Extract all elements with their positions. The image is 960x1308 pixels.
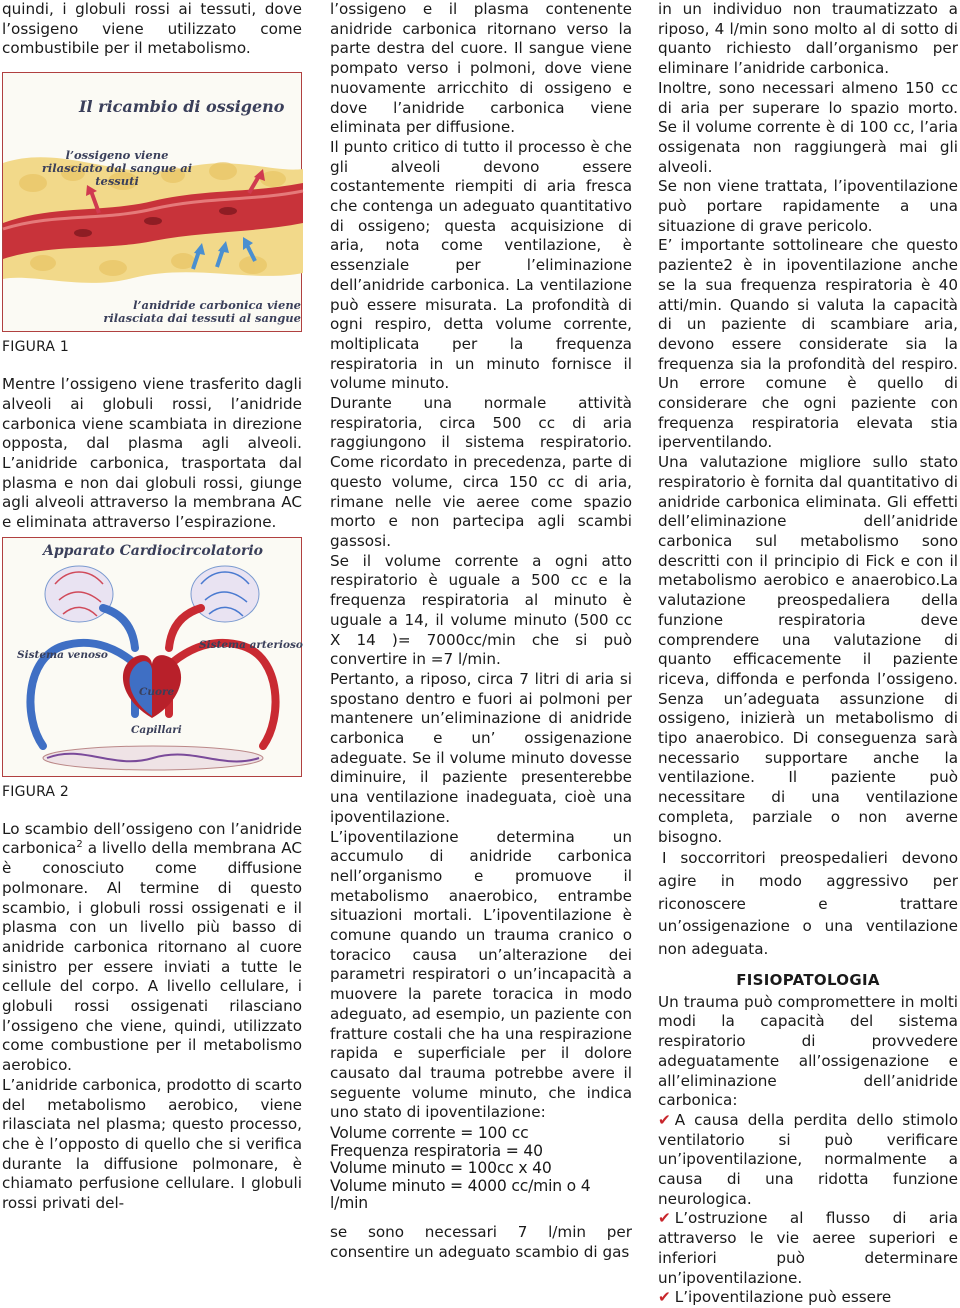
- calc-respiratory-rate: Frequenza respiratoria = 40: [330, 1141, 543, 1160]
- paragraph-minute-volume: Se il volume corrente a ogni atto respiratorio è uguale a 500 cc e la frequenza respiratoria al minuto è uguale a 14, il volume minuto (500 cc X 14 )= 7000cc/min che si può convertire in =7 l/min.: [330, 551, 632, 669]
- paragraph-dead-space: Durante una normale attività respiratoria, circa 500 cc di aria raggiungono il sistema respiratorio. Come ricordato in precedenza, parte di questo volume, circa 150 cc di aria, rimane nelle vie aeree come spazio morto e non partecipa agli scambi gassosi.: [330, 394, 632, 550]
- systemic-capillaries: [43, 746, 263, 770]
- figure-2-label-venous: Sistema venoso: [17, 648, 108, 661]
- figure-2-label-arterial: Sistema arterioso: [199, 638, 303, 651]
- column-left: [2, 0, 302, 1214]
- venous-vessels: [30, 608, 135, 746]
- column-right: [658, 0, 958, 1308]
- paragraph-figure-1: Mentre l’ossigeno viene trasferito dagli alveoli ai globuli rossi, l’anidride carbonica viene scambiata in direzione opposta, dal plasma agli alveoli. L’anidride carbonica, trasportata dal plasma e non dai globuli rossi, giunge agli alveoli attraverso la membrana AC e eliminata attraverso l’espirazione.: [2, 375, 302, 532]
- column-middle: [330, 0, 632, 1262]
- figure-1-caption: FIGURA 1: [2, 339, 69, 356]
- figure-1-label-oxygen: l’ossigeno viene rilasciato dal sangue ai tessuti: [41, 148, 193, 189]
- figure-2-label-capillaries: Capillari: [131, 723, 182, 736]
- paragraph-figure-2-rest: a livello della membrana AC è conosciuto come diffusione polmonare. Al termine di questo scambio, i globuli rossi ossigenati e il plasma con un livello più basso di anidride carbonica ritornano al cuore sinistro per essere inviati a tutte le cellule del corpo. A livello cellulare, i globuli rossi ossigenati rilasciano l’ossigeno che viene, quindi, utilizzato come combustione per il metabolismo aerobico.: [2, 839, 302, 1075]
- figure-oxygen-exchange: [2, 72, 302, 332]
- arterial-vessels: [169, 608, 276, 746]
- paragraph-gas-exchange: se sono necessari 7 l/min per consentire un adeguato scambio di gas: [330, 1223, 632, 1261]
- paragraph-dead-space-air: Inoltre, sono necessari almeno 150 cc di aria per superare lo spazio morto. Se il volume corrente è di 100 cc, l’aria ossigenata non raggiungerà mai gli alveoli.: [658, 78, 958, 176]
- figure-1-title: Il ricambio di ossigeno: [79, 97, 285, 117]
- bullet-item: [658, 1111, 958, 1210]
- bullet-text: L’ostruzione al flusso di aria attraverso le vie aeree superiori e inferiori può determinare un’ipoventilazione.: [658, 1209, 958, 1287]
- paragraph-figure-2: [2, 820, 302, 1076]
- paragraph-cellular-perfusion: L’anidride carbonica, prodotto di scarto del metabolismo aerobico, viene rilasciata nel plasma; questo processo, che è l’opposto di quello che si verifica durante la diffusione polmonare, è chiamato perfusione cellulare. I globuli rossi privati del-: [2, 1075, 302, 1213]
- footnote-marker: 2: [76, 839, 83, 851]
- figure-1-label-carbon-dioxide: l’anidride carbonica viene rilasciata dai tessuti al sangue: [103, 298, 301, 326]
- paragraph-trauma: Un trauma può compromettere in molti modi la capacità del sistema respiratorio di provvedere adeguatamente all’ossigenazione e all’eliminazione dell’anidride carbonica:: [658, 992, 958, 1110]
- bullet-text: L’ipoventilazione può essere: [674, 1288, 892, 1307]
- bullet-item: [658, 1288, 958, 1308]
- calc-minute-volume-formula: Volume minuto = 100cc x 40: [330, 1159, 552, 1178]
- figure-2-title: Apparato Cardiocircolatorio: [43, 542, 263, 559]
- section-heading-fisiopatologia: FISIOPATOLOGIA: [736, 970, 880, 989]
- checkmark-icon: ✔: [658, 1110, 671, 1129]
- paragraph-ventilation: Il punto critico di tutto il processo è che gli alveoli devono essere costantemente riempiti di aria fresca che contenga un adeguato quantitativo di ossigeno; questa acquisizione di aria, nota come ventilazione, è essenziale per l’eliminazione dell’anidride carbonica. La ventilazione può essere misurata. La profondità di ogni respiro, detta volume corrente, moltiplicata per la frequenza respiratoria in un minuto fornisce il volume minuto.: [330, 137, 632, 393]
- paragraph-intro: quindi, i globuli rossi ai tessuti, dove l’ossigeno viene utilizzato come combustibile per il metabolismo.: [2, 0, 302, 58]
- lung-capillaries: [45, 566, 259, 622]
- paragraph-rescuers: I soccorritori preospedalieri devono agire in modo aggressivo per riconoscere e trattare un’ossigenazione o una ventilazione non adeguata.: [658, 849, 958, 959]
- checkmark-icon: ✔: [658, 1209, 671, 1228]
- calc-tidal-volume: Volume corrente = 100 cc: [330, 1124, 529, 1143]
- bullet-item: [658, 1209, 958, 1288]
- bullet-text: A causa della perdita dello stimolo ventilatorio si può verificare un’ipoventilazione, normalmente a causa di una ridotta funzione neurologica.: [658, 1110, 958, 1208]
- checkmark-icon: ✔: [658, 1288, 671, 1307]
- paragraph-return-to-heart: l’ossigeno e il plasma contenente anidride carbonica ritornano verso la parte destra del cuore. Il sangue viene pompato verso i polmoni, dove viene nuovamente arricchito di ossigeno e dove l’anidride carbonica viene eliminata per diffusione.: [330, 0, 632, 137]
- paragraph-danger: Se non viene trattata, l’ipoventilazione può portare rapidamente a una situazione di grave pericolo.: [658, 177, 958, 235]
- paragraph-assessment: Una valutazione migliore sullo stato respiratorio è fornita dal quantitativo di anidride carbonica eliminata. Gli effetti dell’eliminazione dell’anidride carbonica sul metabolismo sono descritti con il principio di Fick e con il metabolismo aerobico e anaerobico.La valutazione preospedaliera della funzione respiratoria deve comprendere una valutazione di quanto efficacemente il paziente riceva, diffonda e perfonda l’ossigeno. Senza un’adeguata assunzione di ossigeno, inizierà un metabolismo di tipo anaerobico. Di conseguenza sarà necessario supportare anche la ventilazione. Il paziente può necessitare di una ventilazione completa, parziale o non averne bisogno.: [658, 453, 958, 846]
- figure-2-label-heart: Cuore: [139, 685, 175, 698]
- figure-2-caption: FIGURA 2: [2, 783, 69, 800]
- paragraph-untraumatized: in un individuo non traumatizzato a riposo, 4 l/min sono molto al di sotto di quanto richiesto dall’organismo per eliminare l’anidride carbonica.: [658, 0, 958, 78]
- paragraph-rest-ventilation: Pertanto, a riposo, circa 7 litri di aria si spostano dentro e fuori ai polmoni per mantenere un’eliminazione di anidride carbonica e un’ ossigenazione adeguate. Se il volume minuto dovesse diminuire, il paziente presenterebbe una ventilazione inadeguata, cioè una ipoventilazione.: [330, 669, 632, 826]
- paragraph-respiratory-rate: E’ importante sottolineare che questo paziente2 è in ipoventilazione anche se la sua frequenza respiratoria è 40 atti/min. Quando si valuta la capacità di un paziente di scambiare aria, devono essere considerate sia la frequenza sia la profondità del respiro. Un errore comune è quello di considerare che ogni paziente con frequenza respiratoria elevata stia iperventilando.: [658, 236, 958, 452]
- paragraph-hypoventilation: L’ipoventilazione determina un accumulo di anidride carbonica nell’organismo e promuove il metabolismo anaerobico, entrambe situazioni mortali. L’ipoventilazione è comune quando un trauma cranico o toracico causa un’alterazione dei parametri respiratori o un’incapacità a muovere la parete toracica in modo adeguato, ad esempio, un paziente con fratture costali che ha una respirazione rapida e superficiale per il dolore causato dal trauma potrebbe avere il seguente volume minuto, che indica uno stato di ipoventilazione:: [330, 827, 632, 1122]
- paragraph-figure-2-start: Lo scambio dell’ossigeno con l’anidride carbonica: [2, 819, 302, 858]
- calc-minute-volume-result: Volume minuto = 4000 cc/min o 4 l/min: [330, 1176, 591, 1213]
- figure-cardiocirculatory-system: [2, 537, 302, 777]
- hypoventilation-calculation: [330, 1125, 632, 1213]
